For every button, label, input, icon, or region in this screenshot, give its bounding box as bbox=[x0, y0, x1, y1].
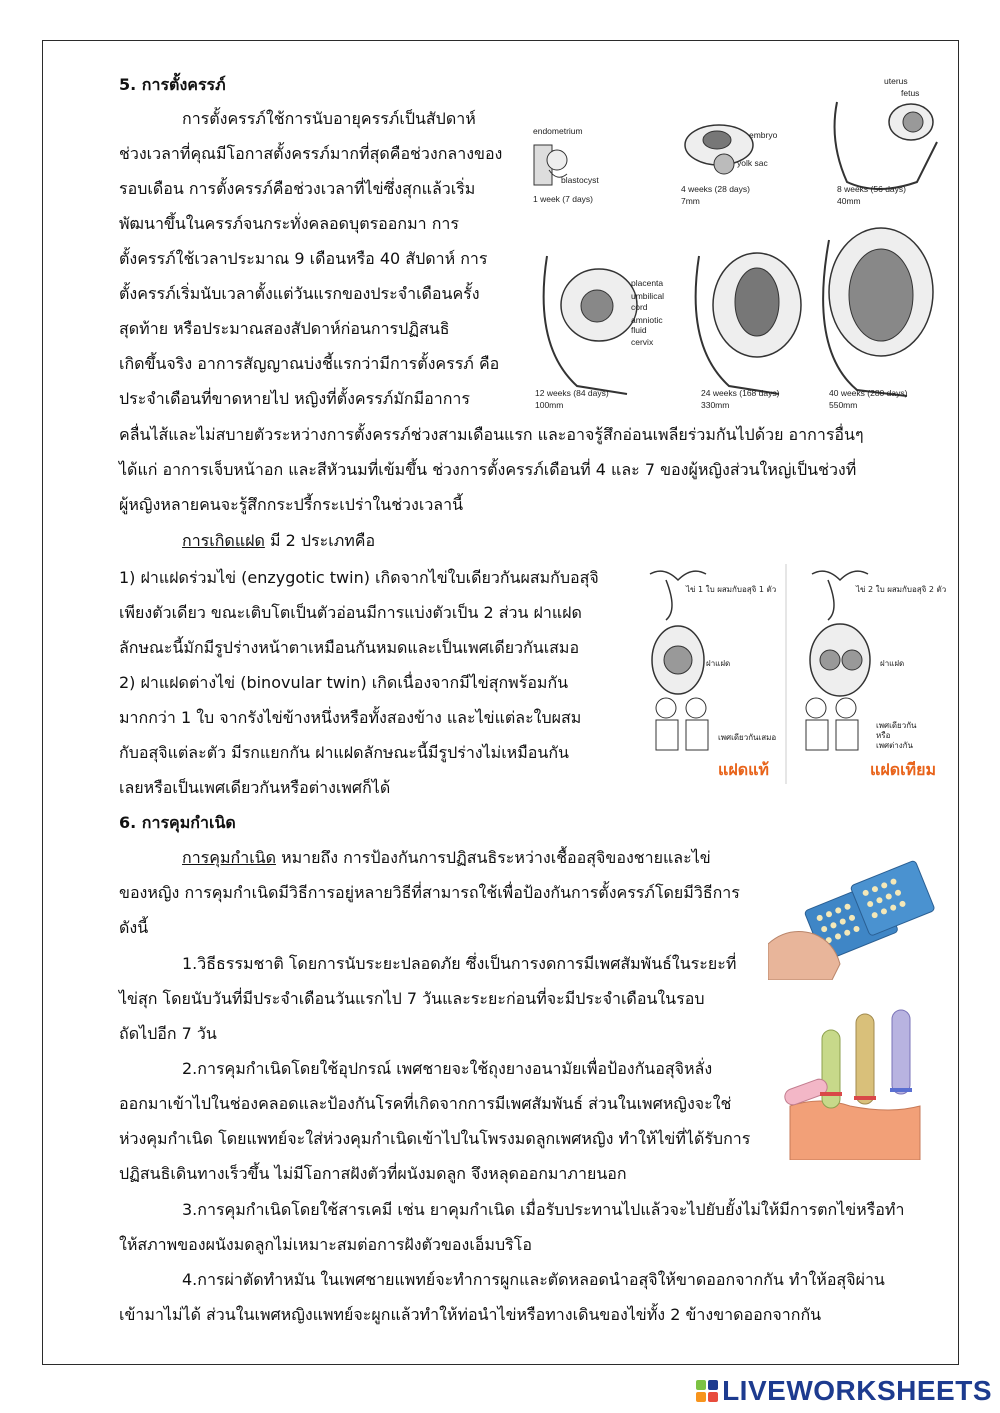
label-endometrium: endometrium bbox=[533, 126, 583, 136]
fraternal-caption: ไข่ 2 ใบ ผสมกับอสุจิ 2 ตัว bbox=[856, 585, 947, 594]
label-embryo: embryo bbox=[749, 130, 778, 140]
identical-caption: ไข่ 1 ใบ ผสมกับอสุจิ 1 ตัว bbox=[686, 585, 777, 594]
paragraph-line: สุดท้าย หรือประมาณสองสัปดาห์ก่อนการปฏิสนธิ bbox=[119, 319, 450, 338]
label-placenta: placenta bbox=[631, 278, 664, 288]
identical-sex-note: เพศเดียวกันเสมอ bbox=[718, 733, 777, 742]
label-cervix: cervix bbox=[631, 337, 654, 347]
fraternal-placenta-label: ฝาแฝด bbox=[880, 659, 905, 668]
stage-caption: 24 weeks (168 days) bbox=[701, 388, 780, 398]
method-line: ออกมาเข้าไปในช่องคลอดและป้องกันโรคที่เกิดจากการมีเพศสัมพันธ์ ส่วนในเพศหญิงจะใช่ bbox=[119, 1094, 732, 1113]
contraception-intro-line bbox=[182, 847, 711, 869]
condom-hand-image bbox=[780, 1000, 935, 1160]
fraternal-sex-note: เพศเดียวกัน bbox=[876, 721, 917, 730]
stage-size: 100mm bbox=[535, 400, 564, 410]
method-line: ให้สภาพของผนังมดลูกไม่เหมาะสมต่อการฝังตัวของเอ็มบริโอ bbox=[119, 1235, 532, 1254]
paragraph-line: ผู้หญิงหลายคนจะรู้สึกกระปรี้กระเปร่าในช่วงเวลานี้ bbox=[119, 495, 464, 514]
section-6-heading: 6. การคุมกำเนิด bbox=[119, 813, 236, 832]
paragraph-line: เกิดขึ้นจริง อาการสัญญาณบ่งชี้แรกว่ามีการตั้งครรภ์ คือ bbox=[119, 354, 500, 373]
paragraph-line: รอบเดือน การตั้งครรภ์คือช่วงเวลาที่ไข่ซึ่งสุกแล้วเริ่ม bbox=[119, 179, 476, 198]
label-umbilical: umbilical bbox=[631, 291, 665, 301]
stage-size: 550mm bbox=[829, 400, 858, 410]
label-fluid: fluid bbox=[631, 325, 647, 335]
stage-caption: 4 weeks (28 days) bbox=[681, 184, 750, 194]
stage-caption: 12 weeks (84 days) bbox=[535, 388, 609, 398]
method-line: 4.การผ่าตัดทำหมัน ในเพศชายแพทย์จะทำการผูกและตัดหลอดนำอสุจิให้ขาดออกจากกัน ทำให้อสุจิผ่าน bbox=[182, 1270, 885, 1289]
liveworksheets-brand: LIVEWORKSHEETS bbox=[722, 1375, 992, 1406]
method-line: เข้ามาไม่ได้ ส่วนในเพศหญิงแพทย์จะผูกแล้วทำให้ท่อนำไข่หรือทางเดินของไข่ทั้ง 2 ข้างขาดออกจากกัน bbox=[119, 1305, 822, 1324]
label-yolk-sac: yolk sac bbox=[737, 158, 768, 168]
stage-caption: 40 weeks (280 days) bbox=[829, 388, 908, 398]
method-line: 3.การคุมกำเนิดโดยใช้สารเคมี เช่น ยาคุมกำเนิด เมื่อรับประทานไปแล้วจะไปยับยั้งไม่ให้มีการตกไข่หรือทำ bbox=[182, 1200, 905, 1219]
paragraph-line: พัฒนาขึ้นในครรภ์จนกระทั่งคลอดบุตรออกมา การ bbox=[119, 214, 459, 233]
label-amniotic: amniotic bbox=[631, 315, 663, 325]
fraternal-sex-note: หรือ bbox=[876, 731, 891, 740]
identical-twins-label: แฝดแท้ bbox=[718, 760, 769, 779]
fraternal-twins-label: แฝดเทียม bbox=[870, 760, 937, 779]
method-line: 1.วิธีธรรมชาติ โดยการนับระยะปลอดภัย ซึ่งเป็นการงดการมีเพศสัมพันธ์ในระยะที่ bbox=[182, 954, 737, 973]
twins-line: เพียงตัวเดียว ขณะเติบโตเป็นตัวอ่อนมีการแบ่งตัวเป็น 2 ส่วน ฝาแฝด bbox=[119, 603, 582, 622]
method-line: ถัดไปอีก 7 วัน bbox=[119, 1024, 217, 1043]
contraception-term: การคุมกำเนิด bbox=[182, 848, 276, 867]
stage-size: 40mm bbox=[837, 196, 861, 206]
stage-size: 330mm bbox=[701, 400, 730, 410]
twin-comparison-figure bbox=[626, 560, 956, 788]
stage-size: 7mm bbox=[681, 196, 700, 206]
fraternal-sex-note: เพศต่างกัน bbox=[876, 741, 913, 750]
twins-line: ลักษณะนี้มักมีรูปร่างหน้าตาเหมือนกันหมดและเป็นเพศเดียวกันเสมอ bbox=[119, 638, 580, 657]
stage-caption: 1 week (7 days) bbox=[533, 194, 593, 204]
twins-line: มากกว่า 1 ใบ จากรังไข่ข้างหนึ่งหรือทั้งสองข้าง และไข่แต่ละใบผสม bbox=[119, 708, 582, 727]
paragraph-line: ประจำเดือนที่ขาดหายไป หญิงที่ตั้งครรภ์มักมีอาการ bbox=[119, 389, 470, 408]
twins-heading-line bbox=[182, 530, 375, 552]
section-5-heading: 5. การตั้งครรภ์ bbox=[119, 75, 226, 94]
identical-placenta-label: ฝาแฝด bbox=[706, 659, 731, 668]
twins-line: 2) ฝาแฝดต่างไข่ (binovular twin) เกิดเนื่องจากมีไข่สุกพร้อมกัน bbox=[119, 673, 569, 692]
label-fetus: fetus bbox=[901, 88, 920, 98]
twins-line: 1) ฝาแฝดร่วมไข่ (enzygotic twin) เกิดจากไข่ใบเดียวกันผสมกับอสุจิ bbox=[119, 568, 599, 587]
method-line: ปฏิสนธิเดินทางเร็วขึ้น ไม่มีโอกาสฝังตัวที่ผนังมดลูก จึงหลุดออกมาภายนอก bbox=[119, 1164, 627, 1183]
paragraph-line: ได้แก่ อาการเจ็บหน้าอก และสีหัวนมที่เข้มขึ้น ช่วงการตั้งครรภ์เดือนที่ 4 และ 7 ของผู้หญิงส่วนใหญ่เป็นช่วงที่ bbox=[119, 460, 857, 479]
paragraph-line: ของหญิง การคุมกำเนิดมีวิธีการอยู่หลายวิธีที่สามารถใช้เพื่อป้องกันการตั้งครรภ์โดยมีวิธีการ bbox=[119, 883, 740, 902]
stage-caption: 8 weeks (56 days) bbox=[837, 184, 906, 194]
contraception-definition: หมายถึง การป้องกันการปฏิสนธิระหว่างเชื้ออสุจิของชายและไข่ bbox=[275, 848, 711, 867]
paragraph-line: ดังนี้ bbox=[119, 918, 149, 937]
label-uterus: uterus bbox=[884, 76, 908, 86]
method-line: ห่วงคุมกำเนิด โดยแพทย์จะใส่ห่วงคุมกำเนิดเข้าไปในโพรงมดลูกเพศหญิง ทำให้ไข่ที่ได้รับการ bbox=[119, 1129, 751, 1148]
twins-heading: การเกิดแฝด bbox=[182, 531, 265, 550]
fetal-development-figure bbox=[519, 70, 944, 415]
pill-pack-image bbox=[768, 860, 936, 980]
method-line: ไข่สุก โดยนับวันที่มีประจำเดือนวันแรกไป 7 วันและระยะก่อนที่จะมีประจำเดือนในรอบ bbox=[119, 989, 705, 1008]
liveworksheets-logo bbox=[696, 1373, 992, 1409]
label-cord: cord bbox=[631, 302, 648, 312]
paragraph-line: การตั้งครรภ์ใช้การนับอายุครรภ์เป็นสัปดาห์ bbox=[182, 109, 476, 128]
paragraph-line: ตั้งครรภ์ใช้เวลาประมาณ 9 เดือนหรือ 40 สัปดาห์ การ bbox=[119, 249, 488, 268]
label-blastocyst: blastocyst bbox=[561, 175, 599, 185]
paragraph-line: คลื่นไส้และไม่สบายตัวระหว่างการตั้งครรภ์ช่วงสามเดือนแรก และอาจรู้สึกอ่อนเพลียร่วมกันไปด้วย อาการอื่นๆ bbox=[119, 425, 864, 444]
method-line: 2.การคุมกำเนิดโดยใช้อุปกรณ์ เพศชายจะใช้ถุงยางอนามัยเพื่อป้องกันอสุจิหลั่ง bbox=[182, 1059, 713, 1078]
paragraph-line: ช่วงเวลาที่คุณมีโอกาสตั้งครรภ์มากที่สุดคือช่วงกลางของ bbox=[119, 144, 503, 163]
twins-line: กับอสุจิแต่ละตัว มีรกแยกกัน ฝาแฝดลักษณะนี้มีรูปร่างไม่เหมือนกัน bbox=[119, 743, 569, 762]
twins-heading-suffix: มี 2 ประเภทคือ bbox=[264, 531, 376, 550]
liveworksheets-logo-icon bbox=[696, 1380, 718, 1402]
paragraph-line: ตั้งครรภ์เริ่มนับเวลาตั้งแต่วันแรกของประจำเดือนครั้ง bbox=[119, 284, 480, 303]
twins-line: เลยหรือเป็นเพศเดียวกันหรือต่างเพศก็ได้ bbox=[119, 778, 391, 797]
